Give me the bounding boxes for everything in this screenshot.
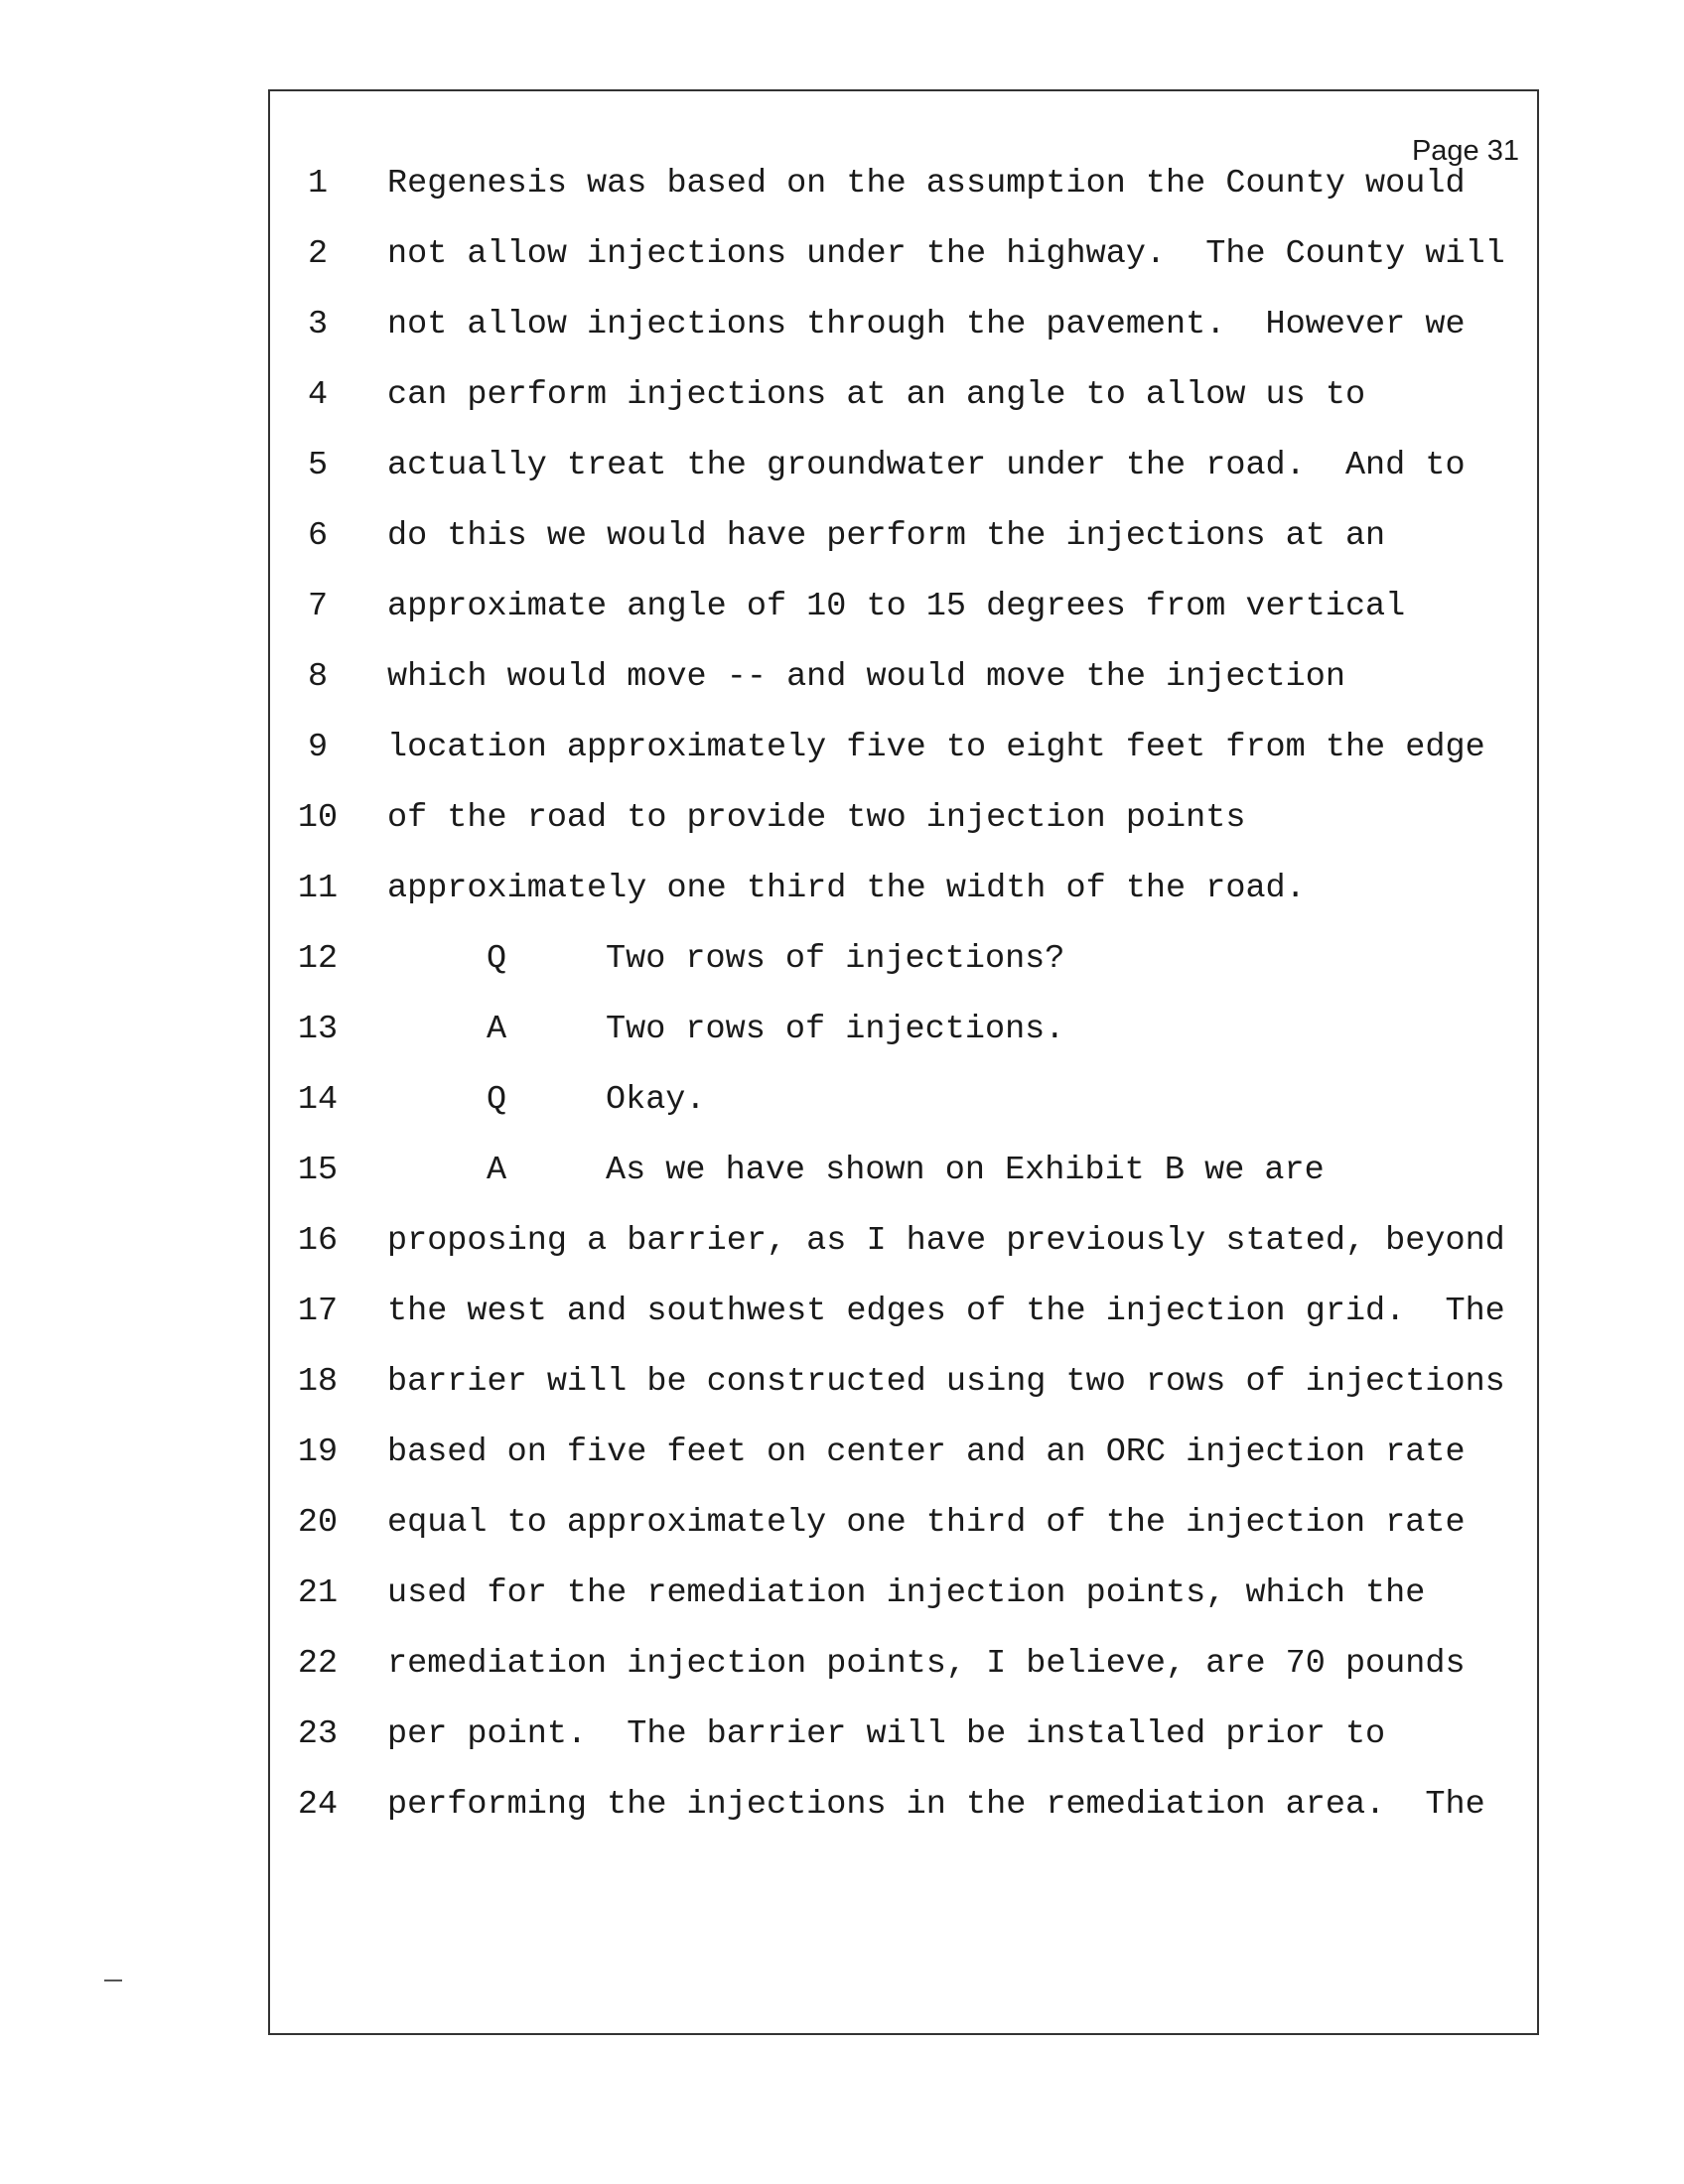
line-number: 1	[307, 165, 329, 203]
line-text: Regenesis was based on the assumption the County would	[387, 165, 1466, 203]
transcript-line	[288, 1573, 1539, 1633]
line-number: 16	[297, 1222, 339, 1260]
line-text: based on five feet on center and an ORC injection rate	[387, 1433, 1466, 1471]
line-text: per point. The barrier will be installed prior to	[387, 1715, 1386, 1753]
line-number: 13	[297, 1011, 339, 1048]
line-text: Two rows of injections.	[606, 1011, 1065, 1048]
transcript-line	[288, 1010, 1539, 1069]
line-text: the west and southwest edges of the injection grid. The	[387, 1293, 1505, 1330]
transcript-line	[288, 1362, 1539, 1422]
line-number: 12	[297, 940, 339, 978]
transcript-line	[288, 657, 1539, 717]
line-number: 24	[297, 1786, 339, 1824]
transcript-line	[288, 728, 1539, 787]
line-text: not allow injections under the highway. The County will	[387, 235, 1505, 273]
line-text: remediation injection points, I believe, are 70 pounds	[387, 1645, 1466, 1683]
line-number: 23	[297, 1715, 339, 1753]
line-number: 19	[297, 1433, 339, 1471]
transcript-line	[288, 1080, 1539, 1140]
page-number: Page 31	[1411, 135, 1519, 167]
line-text: actually treat the groundwater under the road. And to	[387, 447, 1466, 484]
transcript-line	[288, 869, 1539, 928]
line-number: 2	[307, 235, 329, 273]
line-text: do this we would have perform the injections at an	[387, 517, 1386, 555]
line-number: 10	[297, 799, 339, 837]
line-number: 8	[307, 658, 329, 696]
transcript-line	[288, 587, 1539, 646]
line-number: 20	[297, 1504, 339, 1542]
transcript-line	[288, 234, 1539, 294]
transcript-line	[288, 446, 1539, 505]
line-number: 14	[297, 1081, 339, 1119]
speaker-label: A	[487, 1011, 507, 1048]
line-text: which would move -- and would move the injection	[387, 658, 1345, 696]
line-number: 15	[297, 1152, 339, 1189]
transcript-line	[288, 1785, 1539, 1844]
line-number: 5	[307, 447, 329, 484]
transcript-line	[288, 798, 1539, 858]
line-text: not allow injections through the pavement. However we	[387, 306, 1466, 343]
speaker-label: Q	[487, 1081, 507, 1119]
transcript-line	[288, 516, 1539, 576]
transcript-line	[288, 305, 1539, 364]
transcript-line	[288, 1644, 1539, 1704]
transcript-line	[288, 164, 1539, 223]
transcript-line	[288, 375, 1539, 435]
line-number: 4	[307, 376, 329, 414]
line-number: 11	[297, 870, 339, 907]
line-text: proposing a barrier, as I have previously stated, beyond	[387, 1222, 1505, 1260]
line-number: 9	[307, 729, 329, 766]
line-number: 7	[307, 588, 329, 625]
line-text: approximately one third the width of the road.	[387, 870, 1306, 907]
transcript-line	[288, 1292, 1539, 1351]
line-number: 21	[297, 1574, 339, 1612]
line-number: 17	[297, 1293, 339, 1330]
line-number: 22	[297, 1645, 339, 1683]
line-text: used for the remediation injection points, which the	[387, 1574, 1426, 1612]
line-text: As we have shown on Exhibit B we are	[606, 1152, 1325, 1189]
line-text: Two rows of injections?	[606, 940, 1065, 978]
line-text: performing the injections in the remediation area. The	[387, 1786, 1485, 1824]
line-text: approximate angle of 10 to 15 degrees from vertical	[387, 588, 1406, 625]
transcript-line	[288, 1714, 1539, 1774]
transcript-line	[288, 1221, 1539, 1281]
line-text: location approximately five to eight feet from the edge	[387, 729, 1485, 766]
line-number: 18	[297, 1363, 339, 1401]
line-text: Okay.	[606, 1081, 706, 1119]
line-text: can perform injections at an angle to allow us to	[387, 376, 1366, 414]
scan-mark	[104, 1979, 122, 1981]
line-text: of the road to provide two injection points	[387, 799, 1246, 837]
line-text: equal to approximately one third of the injection rate	[387, 1504, 1466, 1542]
line-number: 3	[307, 306, 329, 343]
transcript-line	[288, 1433, 1539, 1492]
line-number: 6	[307, 517, 329, 555]
line-text: barrier will be constructed using two rows of injections	[387, 1363, 1505, 1401]
speaker-label: Q	[487, 940, 507, 978]
transcript-line	[288, 1503, 1539, 1563]
transcript-line	[288, 1151, 1539, 1210]
transcript-line	[288, 939, 1539, 999]
speaker-label: A	[487, 1152, 507, 1189]
